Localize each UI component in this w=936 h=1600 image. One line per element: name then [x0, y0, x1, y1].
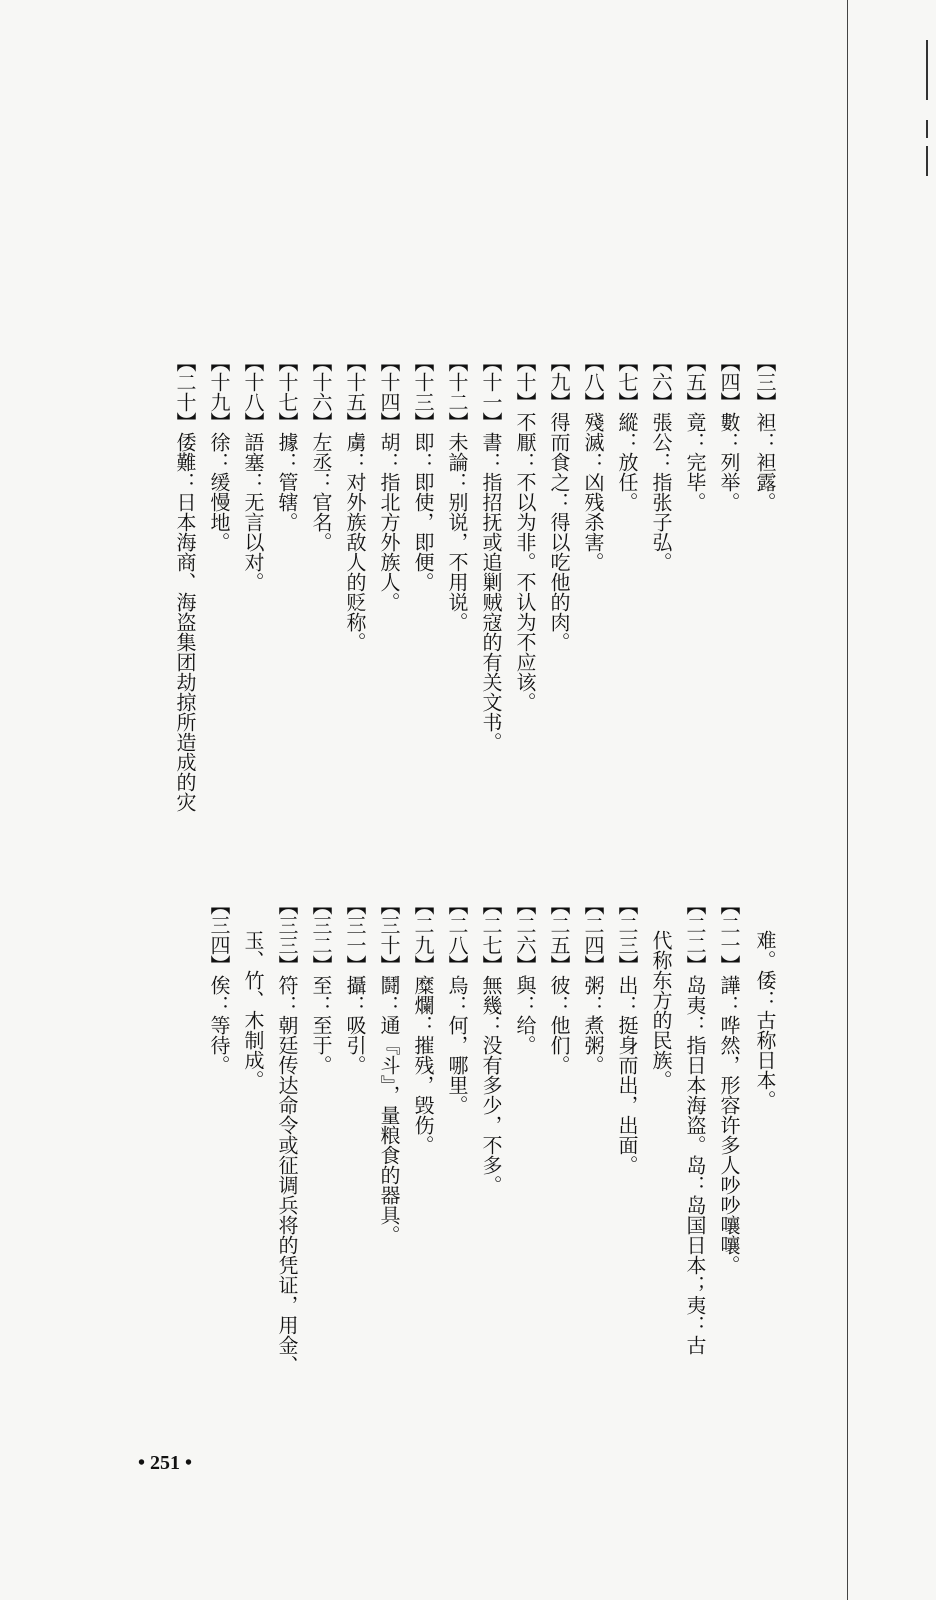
note-10: 【十】不厭：不以为非。不认为不应该。 — [513, 352, 537, 712]
note-8: 【八】殘滅：凶残杀害。 — [581, 352, 605, 572]
note-26: 【二六】與：给。 — [513, 895, 537, 1055]
page-edge-marks — [922, 40, 932, 200]
note-11: 【十一】書：指招抚或追剿贼寇的有关文书。 — [479, 352, 503, 752]
note-5: 【五】竟：完毕。 — [683, 352, 707, 512]
note-29: 【二九】糜爛：摧残，毁伤。 — [411, 895, 435, 1155]
note-15: 【十五】虜：对外族敌人的贬称。 — [343, 352, 367, 652]
note-18: 【十八】語塞：无言以对。 — [241, 352, 265, 592]
note-22-continued: 代称东方的民族。 — [649, 930, 673, 1090]
note-34: 【三四】俟：等待。 — [207, 895, 231, 1075]
note-23: 【二三】出：挺身而出，出面。 — [615, 895, 639, 1175]
note-33-continued: 玉、竹、木制成。 — [241, 930, 265, 1090]
page-number: • 251 • — [138, 1452, 193, 1474]
note-22: 【二二】岛夷：指日本海盗。岛：岛国日本；夷：古 — [683, 895, 707, 1355]
note-20-continued: 难。倭：古称日本。 — [753, 930, 777, 1110]
page-border-line — [847, 0, 848, 1600]
note-17: 【十七】據：管辖。 — [275, 352, 299, 532]
note-16: 【十六】左丞：官名。 — [309, 352, 333, 552]
note-24: 【二四】粥：煮粥。 — [581, 895, 605, 1075]
note-9: 【九】得而食之：得以吃他的肉。 — [547, 352, 571, 652]
note-6: 【六】張公：指张子弘。 — [649, 352, 673, 572]
note-3: 【三】袒：袒露。 — [753, 352, 777, 512]
note-32: 【三二】至：至于。 — [309, 895, 333, 1075]
note-4: 【四】數：列举。 — [717, 352, 741, 512]
note-31: 【三一】攝：吸引。 — [343, 895, 367, 1075]
note-7: 【七】縱：放任。 — [615, 352, 639, 512]
note-14: 【十四】胡：指北方外族人。 — [377, 352, 401, 612]
note-12: 【十二】未論：别说，不用说。 — [445, 352, 469, 632]
note-19: 【十九】徐：缓慢地。 — [207, 352, 231, 552]
note-30: 【三十】鬪：通『斗』，量粮食的器具。 — [377, 895, 401, 1245]
note-28: 【二八】烏：何，哪里。 — [445, 895, 469, 1115]
note-27: 【二七】無幾：没有多少，不多。 — [479, 895, 503, 1195]
note-33: 【三三】符：朝廷传达命令或征调兵将的凭证，用金、 — [275, 895, 299, 1375]
note-20: 【二十】倭難：日本海商、海盗集团劫掠所造成的灾 — [173, 352, 197, 812]
note-21: 【二一】譁：哗然，形容许多人吵吵嚷嚷。 — [717, 895, 741, 1275]
note-25: 【二五】彼：他们。 — [547, 895, 571, 1075]
note-13: 【十三】即：即使，即便。 — [411, 352, 435, 592]
